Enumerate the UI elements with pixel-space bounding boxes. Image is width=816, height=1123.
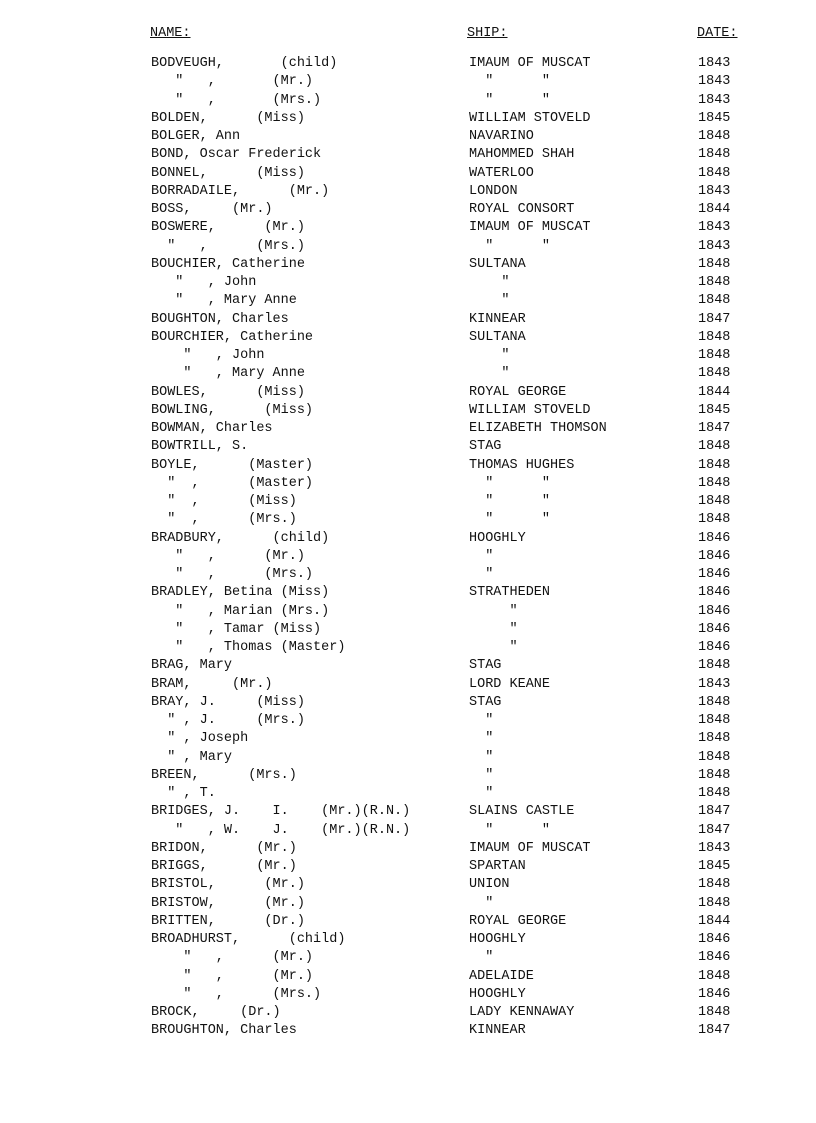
list-item	[0, 730, 816, 748]
ship-name: " "	[469, 238, 551, 254]
voyage-date: 1848	[698, 1005, 731, 1020]
passenger-name: " , John	[151, 275, 257, 290]
passenger-name: " , (Mr.)	[151, 74, 314, 90]
ship-name: IMAUM OF MUSCAT	[469, 56, 591, 71]
voyage-date: 1843	[698, 220, 731, 236]
voyage-date: 1848	[698, 512, 731, 528]
ship-name: NAVARINO	[469, 129, 534, 144]
list-item	[0, 621, 816, 639]
voyage-date: 1847	[698, 1023, 731, 1039]
list-item	[0, 201, 816, 219]
voyage-date: 1848	[698, 439, 731, 455]
ship-name: SULTANA	[469, 329, 526, 345]
ship-name: "	[469, 348, 510, 363]
passenger-name: BROUGHTON, Charles	[151, 1023, 297, 1039]
list-item	[0, 840, 816, 858]
ship-name: "	[469, 731, 494, 747]
ship-name: STAG	[469, 439, 502, 455]
ship-name: SLAINS CASTLE	[469, 804, 575, 820]
list-item	[0, 511, 816, 529]
voyage-date: 1848	[698, 348, 731, 363]
voyage-date: 1846	[698, 585, 731, 601]
passenger-name: BOND, Oscar Frederick	[151, 147, 322, 163]
passenger-name: BOWLING, (Miss)	[151, 402, 314, 418]
ship-name: "	[469, 366, 510, 382]
ship-name: "	[469, 767, 494, 783]
ship-name: SPARTAN	[469, 859, 526, 874]
voyage-date: 1848	[698, 494, 731, 509]
header-date: DATE:	[697, 26, 738, 41]
passenger-name: BROADHURST, (child)	[151, 932, 346, 947]
list-item	[0, 329, 816, 347]
passenger-name: BRAG, Mary	[151, 658, 233, 674]
passenger-name: BRADLEY, Betina (Miss)	[151, 585, 330, 601]
voyage-date: 1844	[698, 913, 731, 929]
ship-name: STRATHEDEN	[469, 585, 551, 601]
ship-name: "	[469, 603, 518, 619]
voyage-date: 1847	[698, 804, 731, 820]
ship-name: " "	[469, 512, 551, 528]
passenger-name: BOWTRILL, S.	[151, 439, 249, 455]
voyage-date: 1848	[698, 457, 731, 473]
voyage-date: 1847	[698, 822, 731, 838]
voyage-date: 1846	[698, 548, 731, 564]
list-item	[0, 73, 816, 91]
list-item	[0, 256, 816, 274]
ship-name: IMAUM OF MUSCAT	[469, 840, 591, 856]
ship-name: ROYAL CONSORT	[469, 202, 575, 217]
voyage-date: 1846	[698, 621, 731, 637]
passenger-name: " , (Mr.)	[151, 968, 314, 984]
passenger-name: " , (Mrs.)	[151, 92, 322, 108]
voyage-date: 1846	[698, 603, 731, 619]
header-ship: SHIP:	[467, 26, 508, 41]
passenger-name: BOWMAN, Charles	[151, 421, 273, 436]
passenger-name: " , (Mr.)	[151, 548, 305, 564]
list-item	[0, 110, 816, 128]
ship-name: " "	[469, 74, 551, 90]
passenger-name: BRIDGES, J. I. (Mr.)(R.N.)	[151, 804, 411, 820]
list-item	[0, 92, 816, 110]
passenger-list	[0, 55, 816, 1041]
voyage-date: 1845	[698, 859, 731, 874]
voyage-date: 1845	[698, 110, 731, 126]
ship-name: ADELAIDE	[469, 968, 534, 984]
voyage-date: 1843	[698, 840, 731, 856]
voyage-date: 1843	[698, 676, 731, 692]
voyage-date: 1844	[698, 202, 731, 217]
list-item	[0, 767, 816, 785]
passenger-name: BONNEL, (Miss)	[151, 165, 305, 181]
voyage-date: 1848	[698, 256, 731, 272]
ship-name: WILLIAM STOVELD	[469, 402, 591, 418]
voyage-date: 1846	[698, 950, 731, 966]
passenger-name: BRISTOW, (Mr.)	[151, 895, 305, 911]
ship-name: "	[469, 950, 494, 966]
voyage-date: 1848	[698, 968, 731, 984]
passenger-name: BOSWERE, (Mr.)	[151, 220, 305, 236]
voyage-date: 1848	[698, 694, 731, 710]
voyage-date: 1848	[698, 147, 731, 163]
voyage-date: 1848	[698, 275, 731, 290]
list-item	[0, 365, 816, 383]
list-item	[0, 530, 816, 548]
list-item	[0, 274, 816, 292]
passenger-name: BOURCHIER, Catherine	[151, 329, 314, 345]
list-item	[0, 292, 816, 310]
list-item	[0, 785, 816, 803]
passenger-name: " , T.	[151, 786, 216, 801]
ship-name: HOOGHLY	[469, 932, 526, 947]
list-item	[0, 931, 816, 949]
list-item	[0, 968, 816, 986]
list-item	[0, 712, 816, 730]
list-item	[0, 657, 816, 675]
passenger-name: BOSS, (Mr.)	[151, 202, 273, 217]
ship-name: IMAUM OF MUSCAT	[469, 220, 591, 236]
voyage-date: 1845	[698, 402, 731, 418]
voyage-date: 1846	[698, 640, 731, 655]
voyage-date: 1846	[698, 986, 731, 1002]
list-item	[0, 384, 816, 402]
ship-name: ROYAL GEORGE	[469, 384, 567, 400]
ship-name: ROYAL GEORGE	[469, 913, 567, 929]
voyage-date: 1846	[698, 932, 731, 947]
ship-name: " "	[469, 822, 551, 838]
passenger-name: BRIGGS, (Mr.)	[151, 859, 297, 874]
ship-name: "	[469, 548, 494, 564]
passenger-name: BOUGHTON, Charles	[151, 311, 289, 327]
passenger-name: BOWLES, (Miss)	[151, 384, 305, 400]
ship-name: " "	[469, 475, 551, 491]
list-item	[0, 219, 816, 237]
list-item	[0, 347, 816, 365]
voyage-date: 1843	[698, 74, 731, 90]
ship-name: HOOGHLY	[469, 530, 526, 546]
passenger-name: BROCK, (Dr.)	[151, 1005, 281, 1020]
passenger-name: " , J. (Mrs.)	[151, 713, 305, 728]
passenger-name: " , (Mrs.)	[151, 238, 305, 254]
voyage-date: 1843	[698, 92, 731, 108]
ship-name: THOMAS HUGHES	[469, 457, 575, 473]
passenger-name: BRADBURY, (child)	[151, 530, 330, 546]
ship-name: STAG	[469, 658, 502, 674]
list-item	[0, 639, 816, 657]
voyage-date: 1848	[698, 165, 731, 181]
voyage-date: 1846	[698, 530, 731, 546]
passenger-name: BRIDON, (Mr.)	[151, 840, 297, 856]
voyage-date: 1848	[698, 713, 731, 728]
list-item	[0, 676, 816, 694]
voyage-date: 1848	[698, 877, 731, 893]
list-item	[0, 165, 816, 183]
ship-name: STAG	[469, 694, 502, 710]
list-item	[0, 566, 816, 584]
passenger-name: " , (Master)	[151, 475, 314, 491]
voyage-date: 1848	[698, 293, 731, 309]
list-item	[0, 1022, 816, 1040]
voyage-date: 1844	[698, 384, 731, 400]
passenger-name: BRITTEN, (Dr.)	[151, 913, 305, 929]
voyage-date: 1848	[698, 329, 731, 345]
list-item	[0, 603, 816, 621]
list-item	[0, 949, 816, 967]
passenger-name: " , (Miss)	[151, 494, 297, 509]
voyage-date: 1848	[698, 731, 731, 747]
passenger-name: " , (Mr.)	[151, 950, 314, 966]
voyage-date: 1848	[698, 767, 731, 783]
passenger-name: " , Marian (Mrs.)	[151, 603, 330, 619]
passenger-name: BOLGER, Ann	[151, 129, 241, 144]
ship-name: HOOGHLY	[469, 986, 526, 1002]
list-item	[0, 128, 816, 146]
passenger-name: BRISTOL, (Mr.)	[151, 877, 305, 893]
list-item	[0, 803, 816, 821]
voyage-date: 1848	[698, 129, 731, 144]
passenger-name: " , Mary Anne	[151, 366, 305, 382]
list-item	[0, 55, 816, 73]
list-item	[0, 183, 816, 201]
voyage-date: 1843	[698, 183, 731, 199]
ship-name: ELIZABETH THOMSON	[469, 421, 607, 436]
list-item	[0, 548, 816, 566]
voyage-date: 1848	[698, 366, 731, 382]
passenger-name: BOUCHIER, Catherine	[151, 256, 305, 272]
voyage-date: 1846	[698, 567, 731, 582]
voyage-date: 1848	[698, 749, 731, 765]
passenger-name: " , Tamar (Miss)	[151, 621, 322, 637]
passenger-name: BOLDEN, (Miss)	[151, 110, 305, 126]
ship-name: "	[469, 786, 494, 801]
passenger-name: " , (Mrs.)	[151, 986, 322, 1002]
ship-name: "	[469, 713, 494, 728]
ship-name: LORD KEANE	[469, 676, 551, 692]
passenger-name: " , W. J. (Mr.)(R.N.)	[151, 822, 411, 838]
voyage-date: 1848	[698, 658, 731, 674]
list-item	[0, 420, 816, 438]
list-item	[0, 475, 816, 493]
ship-name: " "	[469, 494, 551, 509]
passenger-name: " , Joseph	[151, 731, 249, 747]
ship-name: WILLIAM STOVELD	[469, 110, 591, 126]
ship-name: "	[469, 275, 510, 290]
voyage-date: 1843	[698, 238, 731, 254]
list-item	[0, 913, 816, 931]
list-item	[0, 1004, 816, 1022]
list-item	[0, 584, 816, 602]
ship-name: MAHOMMED SHAH	[469, 147, 575, 163]
ship-name: WATERLOO	[469, 165, 534, 181]
passenger-name: BREEN, (Mrs.)	[151, 767, 297, 783]
voyage-date: 1848	[698, 786, 731, 801]
list-item	[0, 493, 816, 511]
ship-name: "	[469, 640, 518, 655]
passenger-name: " , (Mrs.)	[151, 567, 314, 582]
passenger-name: BORRADAILE, (Mr.)	[151, 183, 330, 199]
voyage-date: 1848	[698, 895, 731, 911]
list-item	[0, 749, 816, 767]
list-item	[0, 402, 816, 420]
column-header	[0, 26, 816, 46]
ship-name: LADY KENNAWAY	[469, 1005, 575, 1020]
list-item	[0, 311, 816, 329]
passenger-name: " , (Mrs.)	[151, 512, 297, 528]
list-item	[0, 238, 816, 256]
passenger-name: BOYLE, (Master)	[151, 457, 314, 473]
passenger-name: BRAY, J. (Miss)	[151, 694, 305, 710]
ship-name: UNION	[469, 877, 510, 893]
ship-name: " "	[469, 92, 551, 108]
passenger-name: " , Thomas (Master)	[151, 640, 346, 655]
ship-name: "	[469, 895, 494, 911]
passenger-name: " , John	[151, 348, 265, 363]
passenger-name: " , Mary Anne	[151, 293, 297, 309]
list-item	[0, 146, 816, 164]
ship-name: "	[469, 749, 494, 765]
passenger-name: " , Mary	[151, 749, 233, 765]
voyage-date: 1843	[698, 56, 731, 71]
list-item	[0, 876, 816, 894]
voyage-date: 1847	[698, 421, 731, 436]
ship-name: KINNEAR	[469, 1023, 526, 1039]
ship-name: "	[469, 567, 494, 582]
list-item	[0, 986, 816, 1004]
passenger-name: BRAM, (Mr.)	[151, 676, 273, 692]
list-item	[0, 858, 816, 876]
list-item	[0, 438, 816, 456]
list-item	[0, 694, 816, 712]
list-item	[0, 457, 816, 475]
ship-name: SULTANA	[469, 256, 526, 272]
ship-name: KINNEAR	[469, 311, 526, 327]
ship-name: "	[469, 293, 510, 309]
list-item	[0, 822, 816, 840]
ship-name: "	[469, 621, 518, 637]
voyage-date: 1848	[698, 475, 731, 491]
header-name: NAME:	[150, 26, 191, 41]
voyage-date: 1847	[698, 311, 731, 327]
passenger-name: BODVEUGH, (child)	[151, 56, 338, 71]
ship-name: LONDON	[469, 183, 518, 199]
list-item	[0, 895, 816, 913]
